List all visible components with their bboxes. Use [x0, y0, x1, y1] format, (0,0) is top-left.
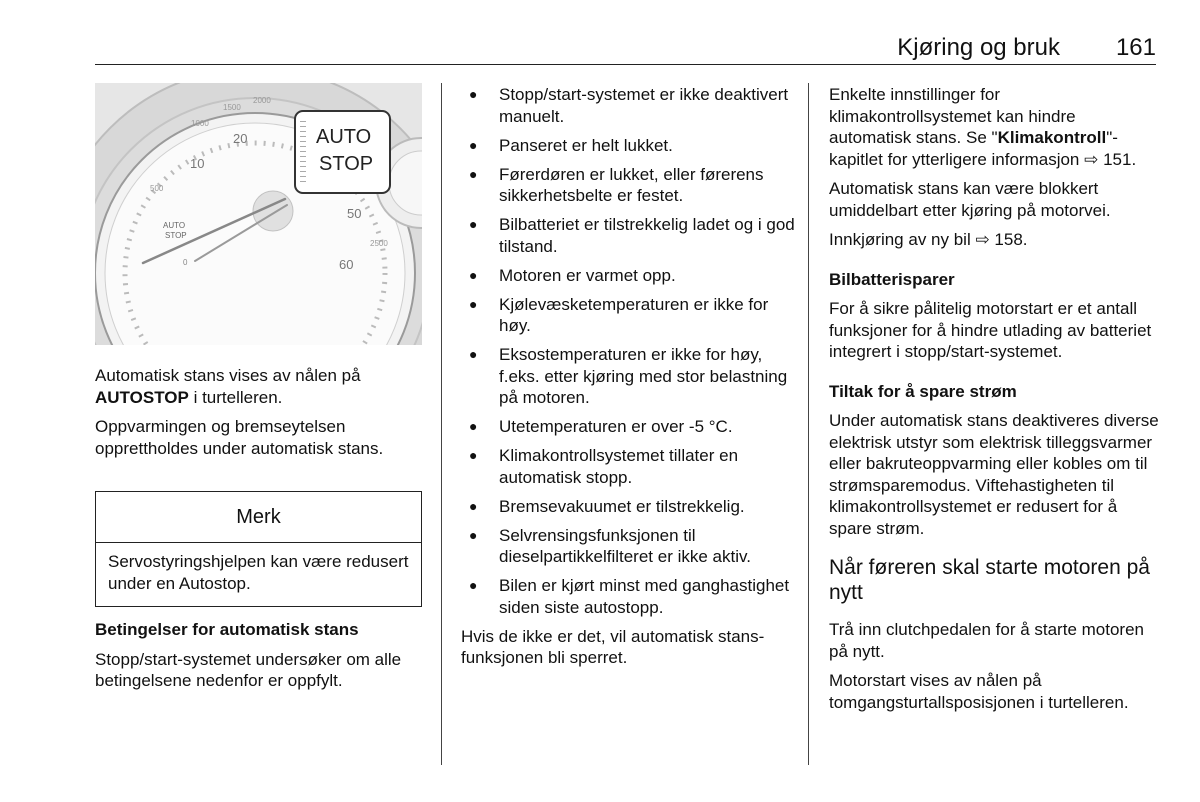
autostop-callout — [295, 111, 390, 193]
small-scale-2500: 2500 — [370, 239, 388, 248]
list-item: ● Selvrensingsfunksjonen til dieselpartikkelfilteret er ikke aktiv. — [461, 525, 796, 568]
power-saving-text: Under automatisk stans deaktiveres diverse elektrisk utstyr som elektrisk tilleggsvarmer eller bakruteoppvarming eller kobles om til strømsparemodus. Viftehastigheten til klimakontrollsystemet er redusert for å spare strøm. — [829, 411, 1159, 538]
motorway-paragraph: Automatisk stans kan være blokkert umiddelbart etter kjøring på motorvei. — [829, 179, 1111, 220]
running-header-title: Kjøring og bruk — [897, 34, 1060, 61]
power-saving-heading: Tiltak for å spare strøm — [829, 381, 1017, 401]
column-3 — [829, 84, 1159, 721]
tachometer-drawing — [95, 83, 422, 345]
tachometer-illustration — [95, 83, 422, 345]
autostop-term: AUTOSTOP — [95, 387, 189, 407]
small-scale-1000: 1000 — [191, 119, 209, 128]
small-scale-2000: 2000 — [253, 96, 271, 105]
zone-label-auto: AUTO — [163, 221, 186, 230]
conditions-list — [461, 84, 796, 618]
restart-heading: Når føreren skal starte motoren på nytt — [829, 556, 1150, 604]
text-span: "-kapitlet for ytterligere informasjon ⇨ 151. — [829, 128, 1137, 169]
list-item: ● Stopp/start-systemet er ikke deaktivert manuelt. — [461, 84, 796, 127]
column-divider-left — [441, 83, 442, 765]
column-1 — [95, 365, 425, 467]
list-item: ● Eksostemperaturen er ikke for høy, f.eks. etter kjøring med stor belastning på motoren. — [461, 344, 796, 409]
heating-paragraph: Oppvarmingen og bremseytelsen opprettholdes under automatisk stans. — [95, 417, 384, 458]
small-scale-1500: 1500 — [223, 103, 241, 112]
column-2 — [461, 84, 796, 677]
conditions-text: Stopp/start-systemet undersøker om alle betingelsene nedenfor er oppfylt. — [95, 649, 402, 690]
list-item: ● Motoren er varmet opp. — [461, 265, 796, 287]
small-scale-500: 500 — [150, 184, 164, 193]
restart-paragraph-1: Trå inn clutchpedalen for å starte motoren på nytt. — [829, 620, 1144, 661]
dial-number-20: 20 — [233, 131, 248, 146]
list-item: ● Bilbatteriet er tilstrekkelig ladet og i god tilstand. — [461, 214, 796, 257]
note-body: Servostyringshjelpen kan være redusert under en Autostop. — [108, 552, 409, 593]
autostop-paragraph — [95, 365, 425, 408]
page-number: 161 — [1115, 34, 1156, 61]
dial-number-50: 50 — [347, 206, 362, 221]
header-rule — [95, 64, 1156, 65]
dial-number-10: 10 — [190, 156, 205, 171]
new-car-reference[interactable]: Innkjøring av ny bil ⇨ 158. — [829, 230, 1028, 249]
battery-saver-heading: Bilbatterisparer — [829, 269, 955, 289]
list-item: ● Bremsevakuumet er tilstrekkelig. — [461, 496, 796, 518]
callout-stop-label: STOP — [319, 153, 374, 175]
conditions-heading: Betingelser for automatisk stans — [95, 620, 359, 639]
text-span: Automatisk stans vises av nålen på — [95, 366, 361, 385]
list-item: ● Førerdøren er lukket, eller førerens sikkerhetsbelte er festet. — [461, 164, 796, 207]
restart-paragraph-2: Motorstart vises av nålen på tomgangsturtallsposisjonen i turtelleren. — [829, 671, 1129, 712]
closing-paragraph: Hvis de ikke er det, vil automatisk stans-funksjonen bli sperret. — [461, 626, 765, 667]
list-item: ● Klimakontrollsystemet tillater en automatisk stopp. — [461, 445, 796, 488]
battery-saver-text: For å sikre pålitelig motorstart er et antall funksjoner for å hindre utlading av batteriet integrert i stopp/start-systemet. — [829, 299, 1152, 361]
low-mark: 0 — [183, 258, 188, 267]
dial-number-60: 60 — [339, 257, 354, 272]
list-item: ● Utetemperaturen er over -5 °C. — [461, 416, 796, 438]
list-item: ● Bilen er kjørt minst med ganghastighet siden siste autostopp. — [461, 575, 796, 618]
climate-paragraph — [829, 84, 1159, 170]
note-box — [95, 491, 422, 607]
climate-reference[interactable]: Klimakontroll — [997, 128, 1107, 147]
list-item: ● Kjølevæsketemperaturen er ikke for høy. — [461, 294, 796, 337]
zone-label-stop: STOP — [165, 231, 187, 240]
column-divider-right — [808, 83, 809, 765]
callout-auto-label: AUTO — [316, 126, 372, 148]
list-item: ● Panseret er helt lukket. — [461, 135, 796, 157]
text-span: Enkelte innstillinger for klimakontrollsystemet kan hindre automatisk stans. Se " — [829, 85, 1076, 147]
text-span: i turtelleren. — [188, 387, 283, 407]
conditions-section — [95, 619, 425, 700]
note-title: Merk — [96, 492, 421, 543]
